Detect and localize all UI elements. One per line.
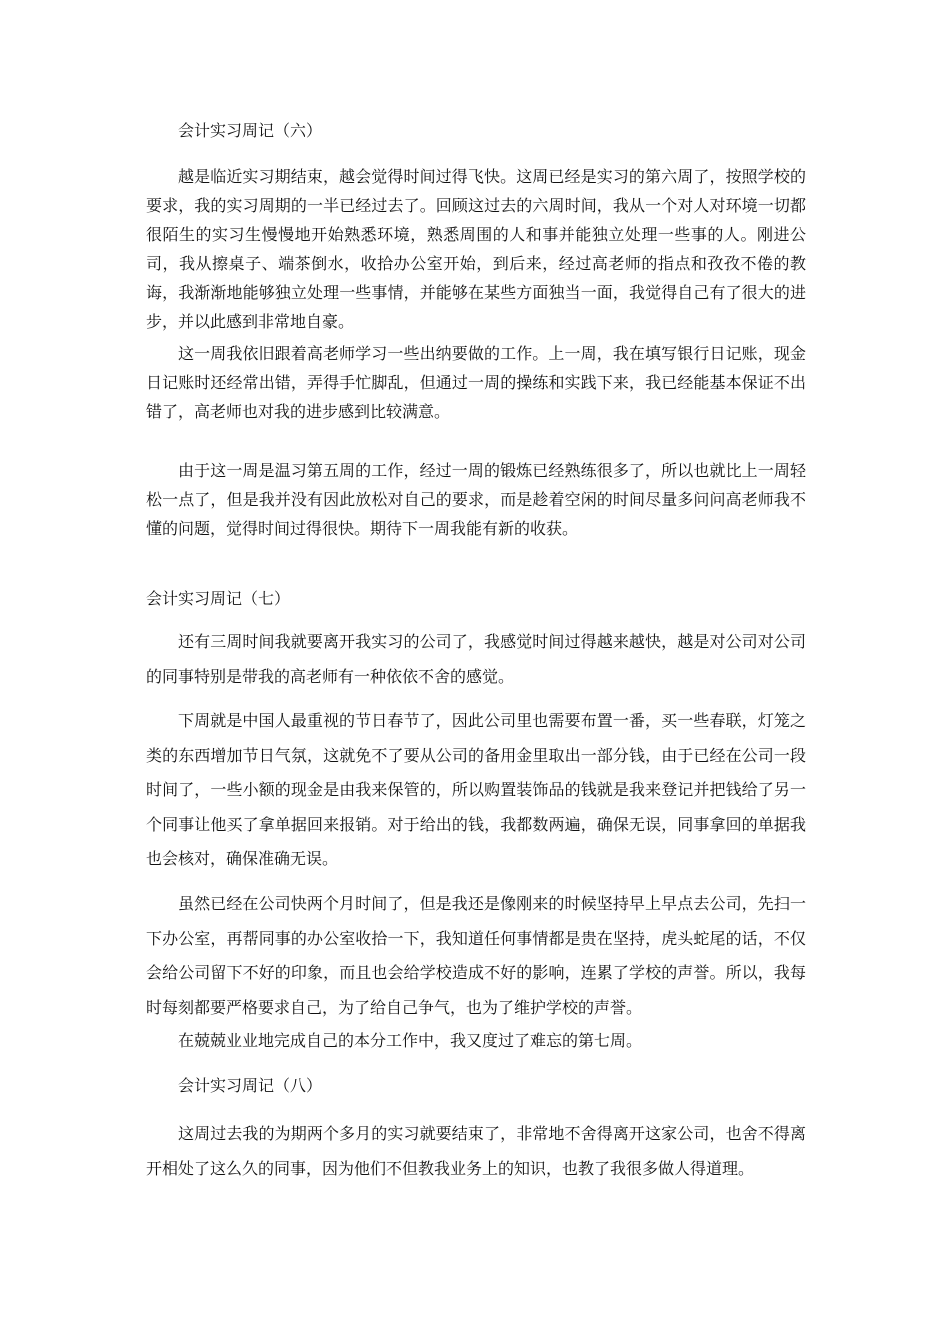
paragraph: 下周就是中国人最重视的节日春节了，因此公司里也需要布置一番，买一些春联，灯笼之类的东西增加节日气氛，这就免不了要从公司的备用金里取出一部分钱，由于已经在公司一段时间了，一些小额的现金是由我来保管的，所以购置装饰品的钱就是我来登记并把钱给了另一个同事让他买了拿单据回来报销。对于给出的钱，我都数两遍，确保无误，同事拿回的单据我也会核对，确保准确无误。	[146, 711, 806, 868]
paragraph: 越是临近实习期结束，越会觉得时间过得飞快。这周已经是实习的第六周了，按照学校的要求，我的实习周期的一半已经过去了。回顾这过去的六周时间，我从一个对人对环境一切都很陌生的实习生慢慢地开始熟悉环境，熟悉周围的人和事并能独立处理一些事的人。刚进公司，我从擦桌子、端茶倒水，收拾办公室开始，到后来，经过高老师的指点和孜孜不倦的教诲，我渐渐地能够独立处理一些事情，并能够在某些方面独当一面，我觉得自己有了很大的进步，并以此感到非常地自豪。	[146, 167, 806, 331]
section-title: 会计实习周记（八）	[178, 1076, 323, 1095]
paragraph: 虽然已经在公司快两个月时间了，但是我还是像刚来的时候坚持早上早点去公司，先扫一下办公室，再帮同事的办公室收拾一下，我知道任何事情都是贵在坚持，虎头蛇尾的话，不仅会给公司留下不好的印象，而且也会给学校造成不好的影响，连累了学校的声誉。所以，我每时每刻都要严格要求自己，为了给自己争气，也为了维护学校的声誉。	[146, 894, 806, 1017]
section-title: 会计实习周记（七）	[146, 589, 291, 608]
paragraph: 在兢兢业业地完成自己的本分工作中，我又度过了难忘的第七周。	[178, 1031, 643, 1050]
paragraph: 这周过去我的为期两个多月的实习就要结束了，非常地不舍得离开这家公司，也舍不得离开相处了这么久的同事，因为他们不但教我业务上的知识，也教了我很多做人得道理。	[146, 1124, 806, 1178]
paragraph: 还有三周时间我就要离开我实习的公司了，我感觉时间过得越来越快，越是对公司对公司的同事特别是带我的高老师有一种依依不舍的感觉。	[146, 632, 806, 686]
paragraph: 这一周我依旧跟着高老师学习一些出纳要做的工作。上一周，我在填写银行日记账，现金日记账时还经常出错，弄得手忙脚乱，但通过一周的操练和实践下来，我已经能基本保证不出错了，高老师也对我的进步感到比较满意。	[146, 344, 806, 421]
paragraph: 由于这一周是温习第五周的工作，经过一周的锻炼已经熟练很多了，所以也就比上一周轻松一点了，但是我并没有因此放松对自己的要求，而是趁着空闲的时间尽量多问问高老师我不懂的问题，觉得时间过得很快。期待下一周我能有新的收获。	[146, 461, 806, 538]
section-title: 会计实习周记（六）	[178, 121, 323, 140]
